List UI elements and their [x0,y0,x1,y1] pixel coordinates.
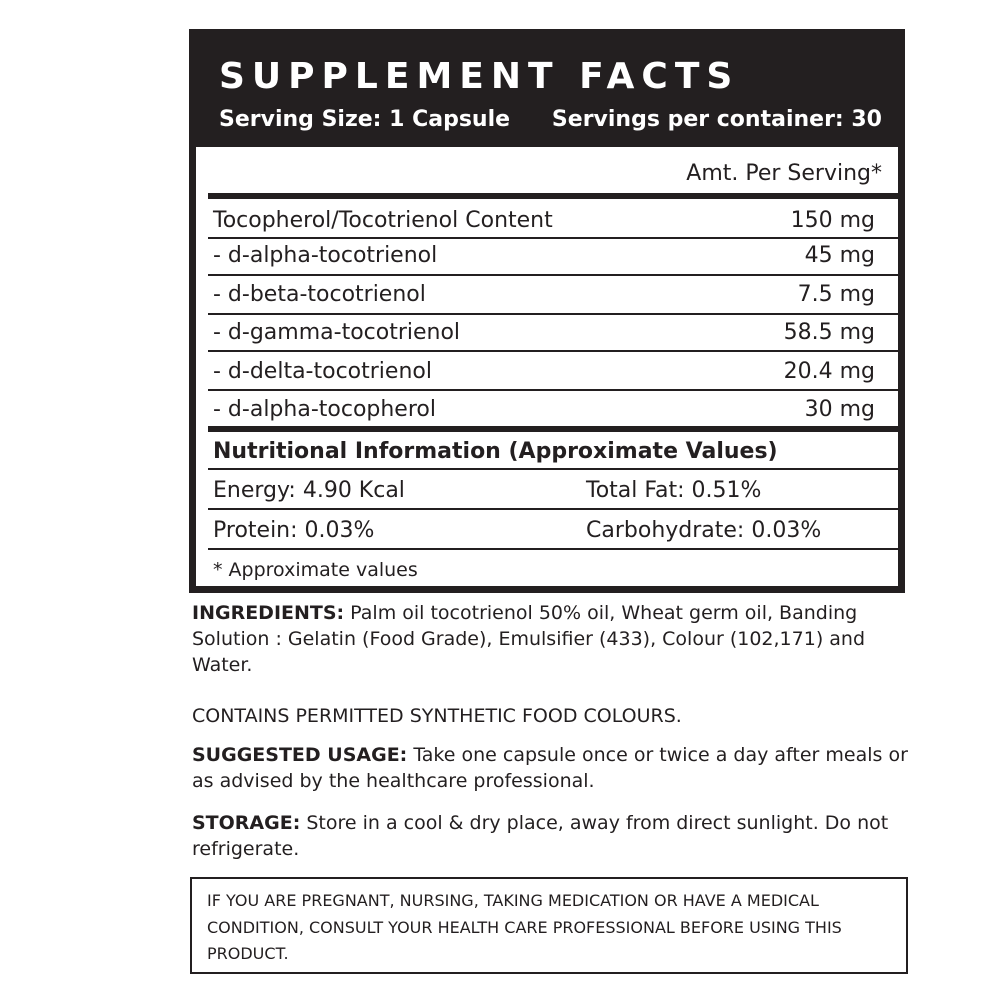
serving-size: Serving Size: 1 Capsule [219,107,511,132]
supplement-facts-panel [189,29,905,593]
colours-notice: CONTAINS PERMITTED SYNTHETIC FOOD COLOURS. [192,705,682,727]
storage-text: Store in a cool & dry place, away from direct sunlight. Do not refrigerate. [192,812,889,860]
nutrient-value: 45 mg [804,243,875,268]
nutrient-value: 7.5 mg [797,282,875,307]
usage-label: SUGGESTED USAGE: [192,744,408,766]
warning-text: IF YOU ARE PREGNANT, NURSING, TAKING MEDICATION OR HAVE A MEDICAL CONDITION, CONSULT YOUR HEALTH CARE PROFESSIONAL BEFORE USING THIS PRODUCT. [207,891,842,963]
footnote: * Approximate values [213,559,418,581]
nutrient-label: - d-delta-tocotrienol [213,359,432,384]
divider [208,389,898,391]
usage-paragraph [192,742,912,794]
nutrient-label: - d-alpha-tocotrienol [213,243,438,268]
nutrient-value: 58.5 mg [783,320,875,345]
usage-text: Take one capsule once or twice a day after meals or as advised by the healthcare professional. [192,744,908,792]
servings-per-container: Servings per container: 30 [551,107,882,132]
protein-value: Protein: 0.03% [213,518,375,543]
storage-label: STORAGE: [192,812,301,834]
divider [208,313,898,315]
ingredients-text: Palm oil tocotrienol 50% oil, Wheat germ oil, Banding Solution : Gelatin (Food Grade), Emulsifier (433), Colour (102,171) and Water. [192,602,866,676]
facts-header [196,36,898,147]
ingredients-paragraph [192,600,912,678]
nutrient-value: 20.4 mg [783,359,875,384]
nutrition-heading: Nutritional Information (Approximate Values) [213,439,778,464]
nutrient-value: 30 mg [804,397,875,422]
divider [208,350,898,352]
carbohydrate-value: Carbohydrate: 0.03% [586,518,822,543]
divider [208,468,898,470]
divider [208,237,898,239]
nutrient-label: - d-gamma-tocotrienol [213,320,461,345]
energy-value: Energy: 4.90 Kcal [213,478,405,503]
nutrient-label: - d-beta-tocotrienol [213,282,426,307]
warning-box [190,877,908,974]
total-fat-value: Total Fat: 0.51% [586,478,762,503]
nutrient-value: 150 mg [790,208,875,233]
storage-paragraph [192,810,912,862]
divider-thick [208,426,898,432]
nutrient-label: Tocopherol/Tocotrienol Content [213,208,553,233]
divider-thick [208,193,898,199]
divider [208,548,898,550]
nutrient-label: - d-alpha-tocopherol [213,397,436,422]
facts-title: SUPPLEMENT FACTS [219,56,740,97]
divider [208,274,898,276]
ingredients-label: INGREDIENTS: [192,602,345,624]
amount-per-serving-header: Amt. Per Serving* [686,161,882,186]
divider [208,508,898,510]
